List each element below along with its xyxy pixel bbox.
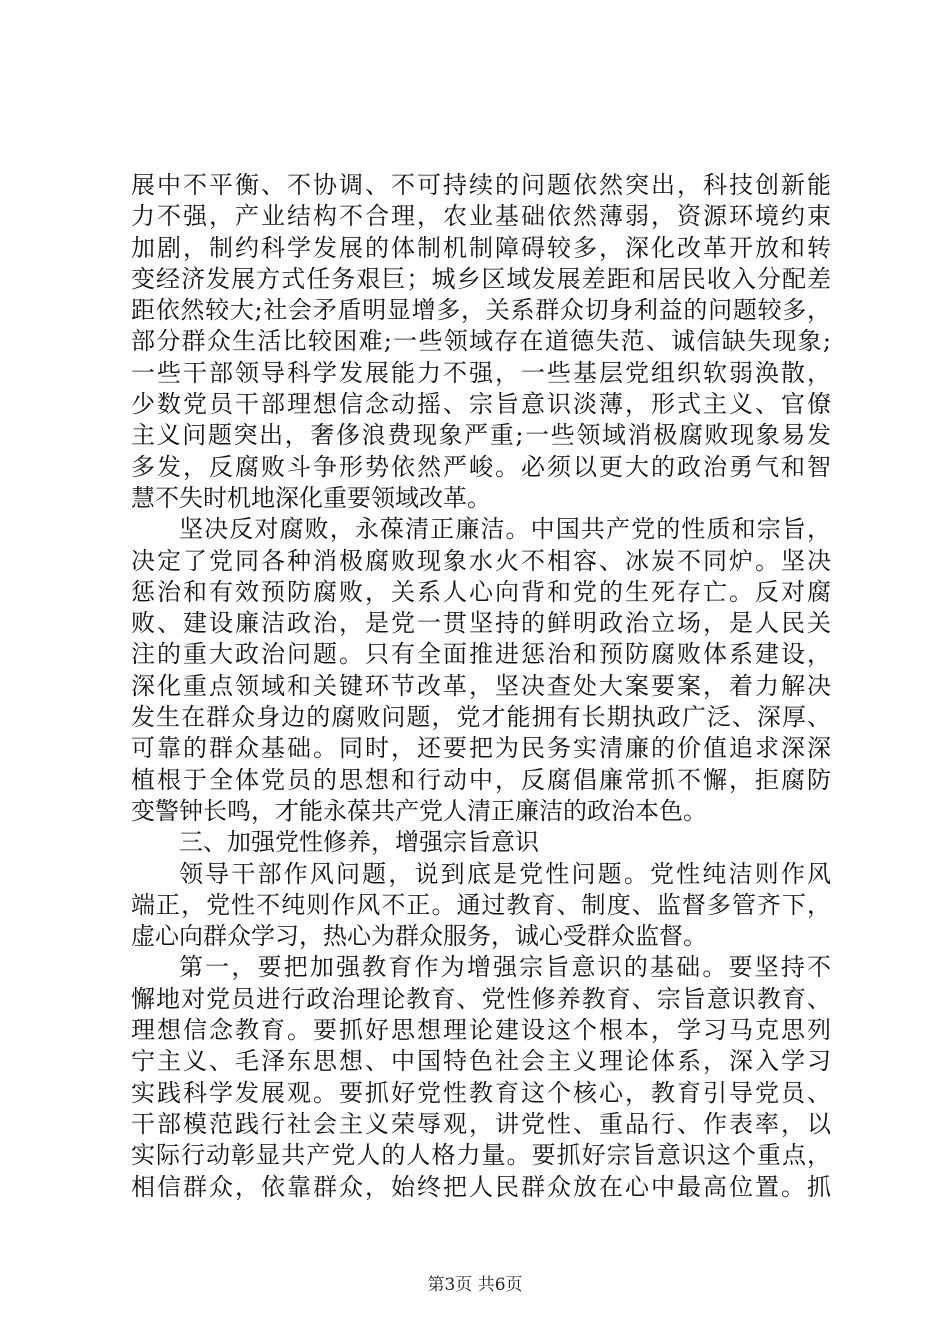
text-line: 懈地对党员进行政治理论教育、党性修养教育、宗旨意识教育、: [131, 984, 831, 1013]
text-line: 可靠的群众基础。同时，还要把为民务实清廉的价值追求深深: [131, 734, 831, 763]
text-line: 惩治和有效预防腐败，关系人心向背和党的生死存亡。反对腐: [131, 577, 831, 606]
text-line: 虚心向群众学习，热心为群众服务，诚心受群众监督。: [131, 922, 707, 951]
text-line: 展中不平衡、不协调、不可持续的问题依然突出，科技创新能: [131, 171, 831, 199]
text-line: 端正，党性不纯则作风不正。通过教育、制度、监督多管齐下，: [131, 890, 831, 919]
paragraph-start-line: 坚决反对腐败，永葆清正廉洁。中国共产党的性质和宗旨，: [179, 515, 831, 544]
text-line: 多发，反腐败斗争形势依然严峻。必须以更大的政治勇气和智: [131, 452, 831, 481]
text-line: 干部模范践行社会主义荣辱观，讲党性、重品行、作表率，以: [131, 1109, 831, 1138]
text-line: 加剧，制约科学发展的体制机制障碍较多，深化改革开放和转: [131, 233, 831, 262]
paragraph-start-line: 第一，要把加强教育作为增强宗旨意识的基础。要坚持不: [179, 953, 831, 982]
text-line: 距依然较大;社会矛盾明显增多，关系群众切身利益的问题较多，: [131, 296, 831, 325]
text-line: 主义问题突出，奢侈浪费现象严重;一些领域消极腐败现象易发: [131, 421, 831, 450]
text-line: 变警钟长鸣，才能永葆共产党人清正廉洁的政治本色。: [131, 796, 707, 825]
text-line: 部分群众生活比较困难;一些领域存在道德失范、诚信缺失现象;: [131, 327, 831, 356]
text-line: 宁主义、毛泽东思想、中国特色社会主义理论体系，深入学习: [131, 1047, 831, 1076]
text-line: 变经济发展方式任务艰巨；城乡区域发展差距和居民收入分配差: [131, 264, 831, 293]
paragraph-start-line: 领导干部作风问题，说到底是党性问题。党性纯洁则作风: [179, 859, 831, 888]
text-line: 相信群众，依靠群众，始终把人民群众放在心中最高位置。抓: [131, 1172, 831, 1201]
text-line: 败、建设廉洁政治，是党一贯坚持的鲜明政治立场，是人民关: [131, 609, 831, 638]
section-heading: 三、加强党性修养，增强宗旨意识: [179, 828, 539, 857]
text-line: 发生在群众身边的腐败问题，党才能拥有长期执政广泛、深厚、: [131, 703, 831, 732]
text-line: 植根于全体党员的思想和行动中，反腐倡廉常抓不懈，拒腐防: [131, 765, 831, 794]
text-line: 少数党员干部理想信念动摇、宗旨意识淡薄，形式主义、官僚: [131, 390, 831, 419]
text-line: 力不强，产业结构不合理，农业基础依然薄弱，资源环境约束: [131, 202, 831, 231]
text-line: 一些干部领导科学发展能力不强，一些基层党组织软弱涣散，: [131, 358, 831, 387]
text-line: 深化重点领域和关键环节改革，坚决查处大案要案，着力解决: [131, 671, 831, 700]
text-line: 实践科学发展观。要抓好党性教育这个核心，教育引导党员、: [131, 1078, 831, 1107]
text-line: 实际行动彰显共产党人的人格力量。要抓好宗旨意识这个重点，: [131, 1141, 831, 1170]
text-line: 注的重大政治问题。只有全面推进惩治和预防腐败体系建设，: [131, 640, 831, 669]
page-number-footer: 第3页 共6页: [427, 1275, 523, 1295]
text-line: 决定了党同各种消极腐败现象水火不相容、冰炭不同炉。坚决: [131, 546, 831, 575]
text-line: 慧不失时机地深化重要领域改革。: [131, 483, 491, 512]
text-line: 理想信念教育。要抓好思想理论建设这个根本，学习马克思列: [131, 1016, 831, 1045]
document-body: [131, 170, 831, 1203]
